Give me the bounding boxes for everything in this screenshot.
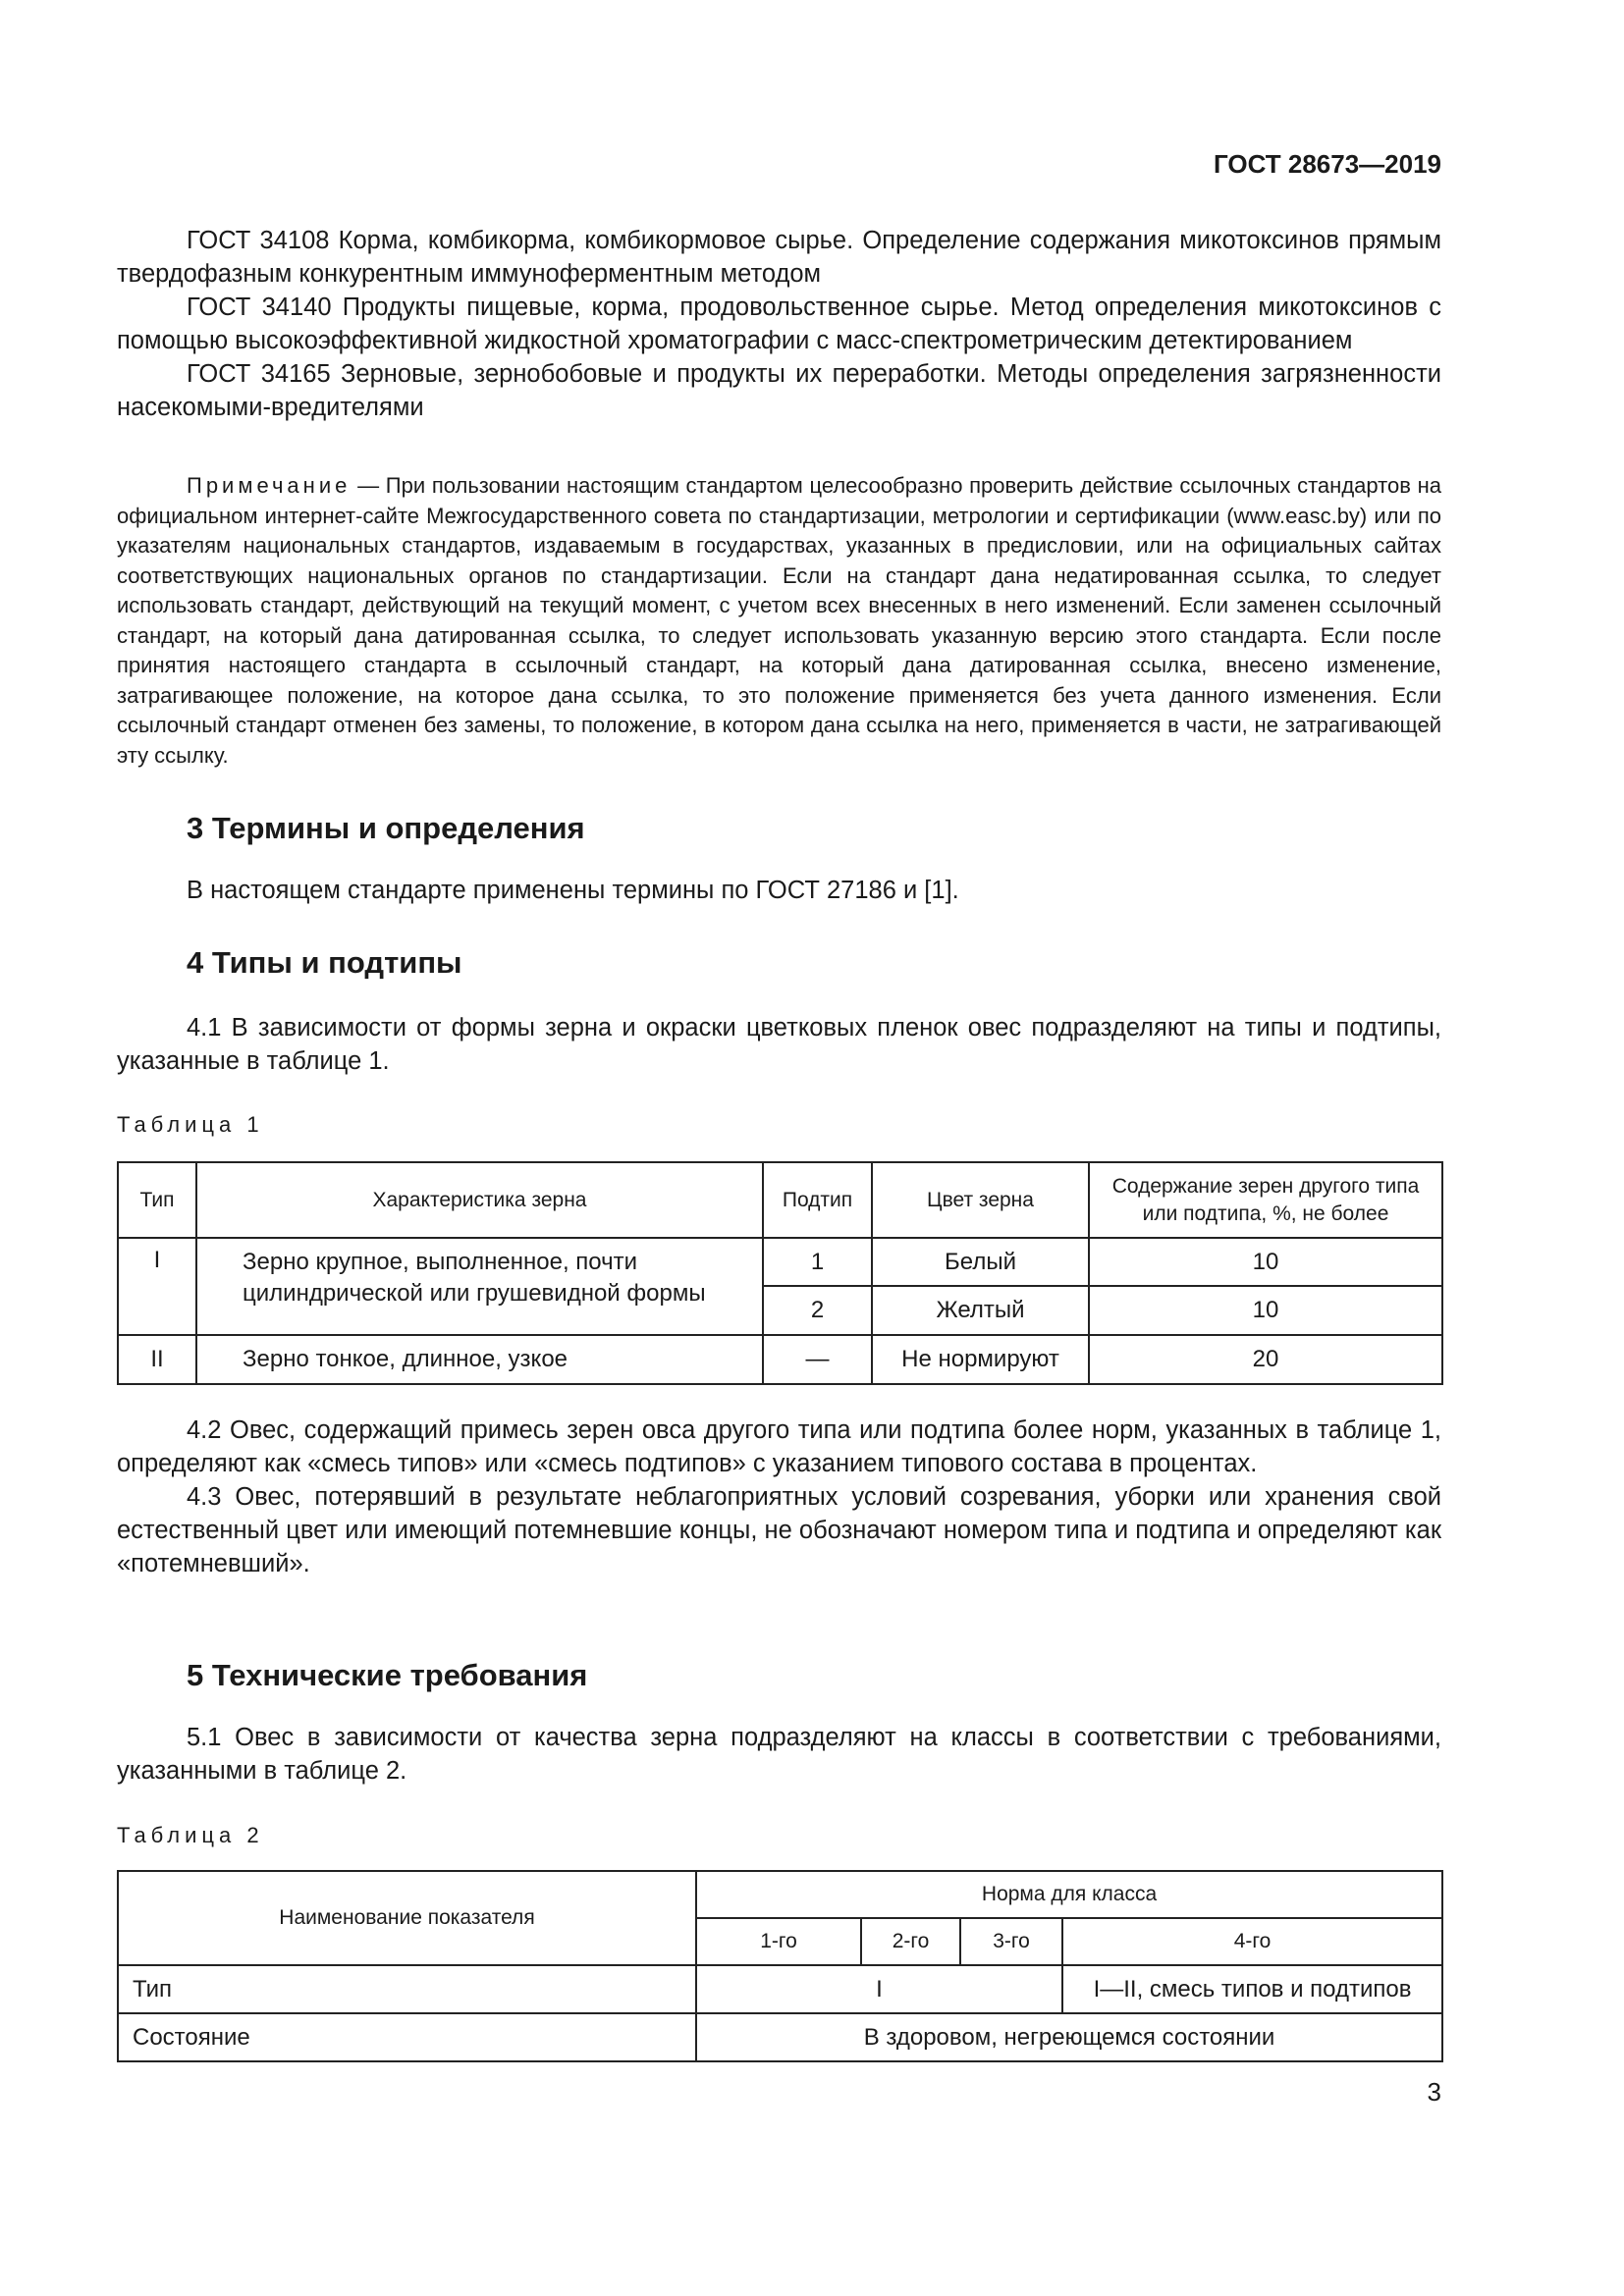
section3-text: В настоящем стандарте применены термины по ГОСТ 27186 и [1]. [187, 877, 959, 904]
table2-header-class1: 1-го [696, 1918, 861, 1965]
table1-cell-color: Не нормируют [872, 1335, 1089, 1384]
page-number: 3 [1427, 2077, 1441, 2107]
table1-header-type: Тип [118, 1162, 196, 1238]
table1-cell-subtype: — [763, 1335, 872, 1384]
reference-item: ГОСТ 34140 Продукты пищевые, корма, продовольственное сырье. Метод определения микотоксинов с помощью высокоэффективной жидкостной хроматографии с масс-спектрометрическим детектированием [117, 294, 1441, 354]
table1-header-color: Цвет зерна [872, 1162, 1089, 1238]
note-paragraph [117, 471, 1441, 771]
section4-title: 4 Типы и подтипы [187, 945, 462, 980]
table2-caption: Таблица 2 [117, 1823, 264, 1847]
table1-header-subtype: Подтип [763, 1162, 872, 1238]
table1-cell-type: I [118, 1238, 196, 1335]
table2-cell-all-classes: В здоровом, негреющемся состоянии [696, 2013, 1442, 2061]
table1-cell-subtype: 2 [763, 1286, 872, 1335]
references-list [117, 224, 1441, 424]
reference-item: ГОСТ 34165 Зерновые, зернобобовые и продукты их переработки. Методы определения загрязненности насекомыми-вредителями [117, 360, 1441, 421]
table1-header-characteristic: Характеристика зерна [196, 1162, 763, 1238]
table1-cell-characteristic: Зерно тонкое, длинное, узкое [196, 1335, 763, 1384]
table1-cell-characteristic: Зерно крупное, выполненное, почти цилиндрической или грушевидной формы [196, 1238, 763, 1335]
doc-code-header: ГОСТ 28673—2019 [1214, 149, 1441, 179]
table2-cell-classes-1-3: I [696, 1965, 1062, 2013]
table2-header-class2: 2-го [861, 1918, 960, 1965]
table2-cell-class4: I—II, смесь типов и подтипов [1062, 1965, 1442, 2013]
table1-cell-color: Желтый [872, 1286, 1089, 1335]
table1-cell-content: 10 [1089, 1286, 1442, 1335]
table2-header-name: Наименование показателя [118, 1871, 696, 1965]
section5-p1: 5.1 Овес в зависимости от качества зерна подразделяют на классы в соответствии с требованиями, указанными в таблице 2. [117, 1724, 1441, 1785]
note-text: — При пользовании настоящим стандартом целесообразно проверить действие ссылочных стандартов на официальном интернет-сайте Межгосударственного совета по стандартизации, метрологии и сертификации (www.easc.by) или по указателям национальных стандартов, издаваемым в государствах, указанных в предисловии, или на официальных сайтах соответствующих национальных органов по стандартизации. Если на стандарт дана недатированная ссылка, то следует использовать стандарт, действующий на текущий момент, с учетом всех внесенных в него изменений. Если заменен ссылочный стандарт, на который дана датированная ссылка, то следует использовать указанную версию этого стандарта. Если после принятия настоящего стандарта в ссылочный стандарт, на который дана датированная ссылка, внесено изменение, затрагивающее положение, на которое дана ссылка, то это положение применяется без учета данного изменения. Если ссылочный стандарт отменен без замены, то положение, в котором дана ссылка на него, применяется в части, не затрагивающей эту ссылку. [117, 473, 1441, 768]
section4-p2: 4.2 Овес, содержащий примесь зерен овса другого типа или подтипа более норм, указанных в таблице 1, определяют как «смесь типов» или «смесь подтипов» с указанием типового состава в процентах. [117, 1416, 1441, 1477]
table1-cell-type: II [118, 1335, 196, 1384]
table2-header-class3: 3-го [960, 1918, 1062, 1965]
table1-cell-content: 20 [1089, 1335, 1442, 1384]
table2-header-norm: Норма для класса [696, 1871, 1442, 1918]
reference-item: ГОСТ 34108 Корма, комбикорма, комбикормовое сырье. Определение содержания микотоксинов прямым твердофазным конкурентным иммуноферментным методом [117, 227, 1441, 288]
table1-cell-content: 10 [1089, 1238, 1442, 1286]
section4-p3: 4.3 Овес, потерявший в результате неблагоприятных условий созревания, уборки или хранения свой естественный цвет или имеющий потемневшие концы, не обозначают номером типа и подтипа и определяют как «потемневший». [117, 1483, 1441, 1577]
section3-title: 3 Термины и определения [187, 811, 585, 845]
table1 [117, 1161, 1443, 1385]
table1-cell-color: Белый [872, 1238, 1089, 1286]
section4-p1: 4.1 В зависимости от формы зерна и окраски цветковых пленок овес подразделяют на типы и подтипы, указанные в таблице 1. [117, 1014, 1441, 1075]
table2-cell-name: Тип [118, 1965, 696, 2013]
table2 [117, 1870, 1443, 2062]
table2-header-class4: 4-го [1062, 1918, 1442, 1965]
table1-cell-subtype: 1 [763, 1238, 872, 1286]
note-lead: Примечание [187, 473, 352, 498]
table2-cell-name: Состояние [118, 2013, 696, 2061]
table1-header-content: Содержание зерен другого типа или подтипа, %, не более [1089, 1162, 1442, 1238]
table1-caption: Таблица 1 [117, 1112, 264, 1137]
section5-title: 5 Технические требования [187, 1658, 588, 1692]
